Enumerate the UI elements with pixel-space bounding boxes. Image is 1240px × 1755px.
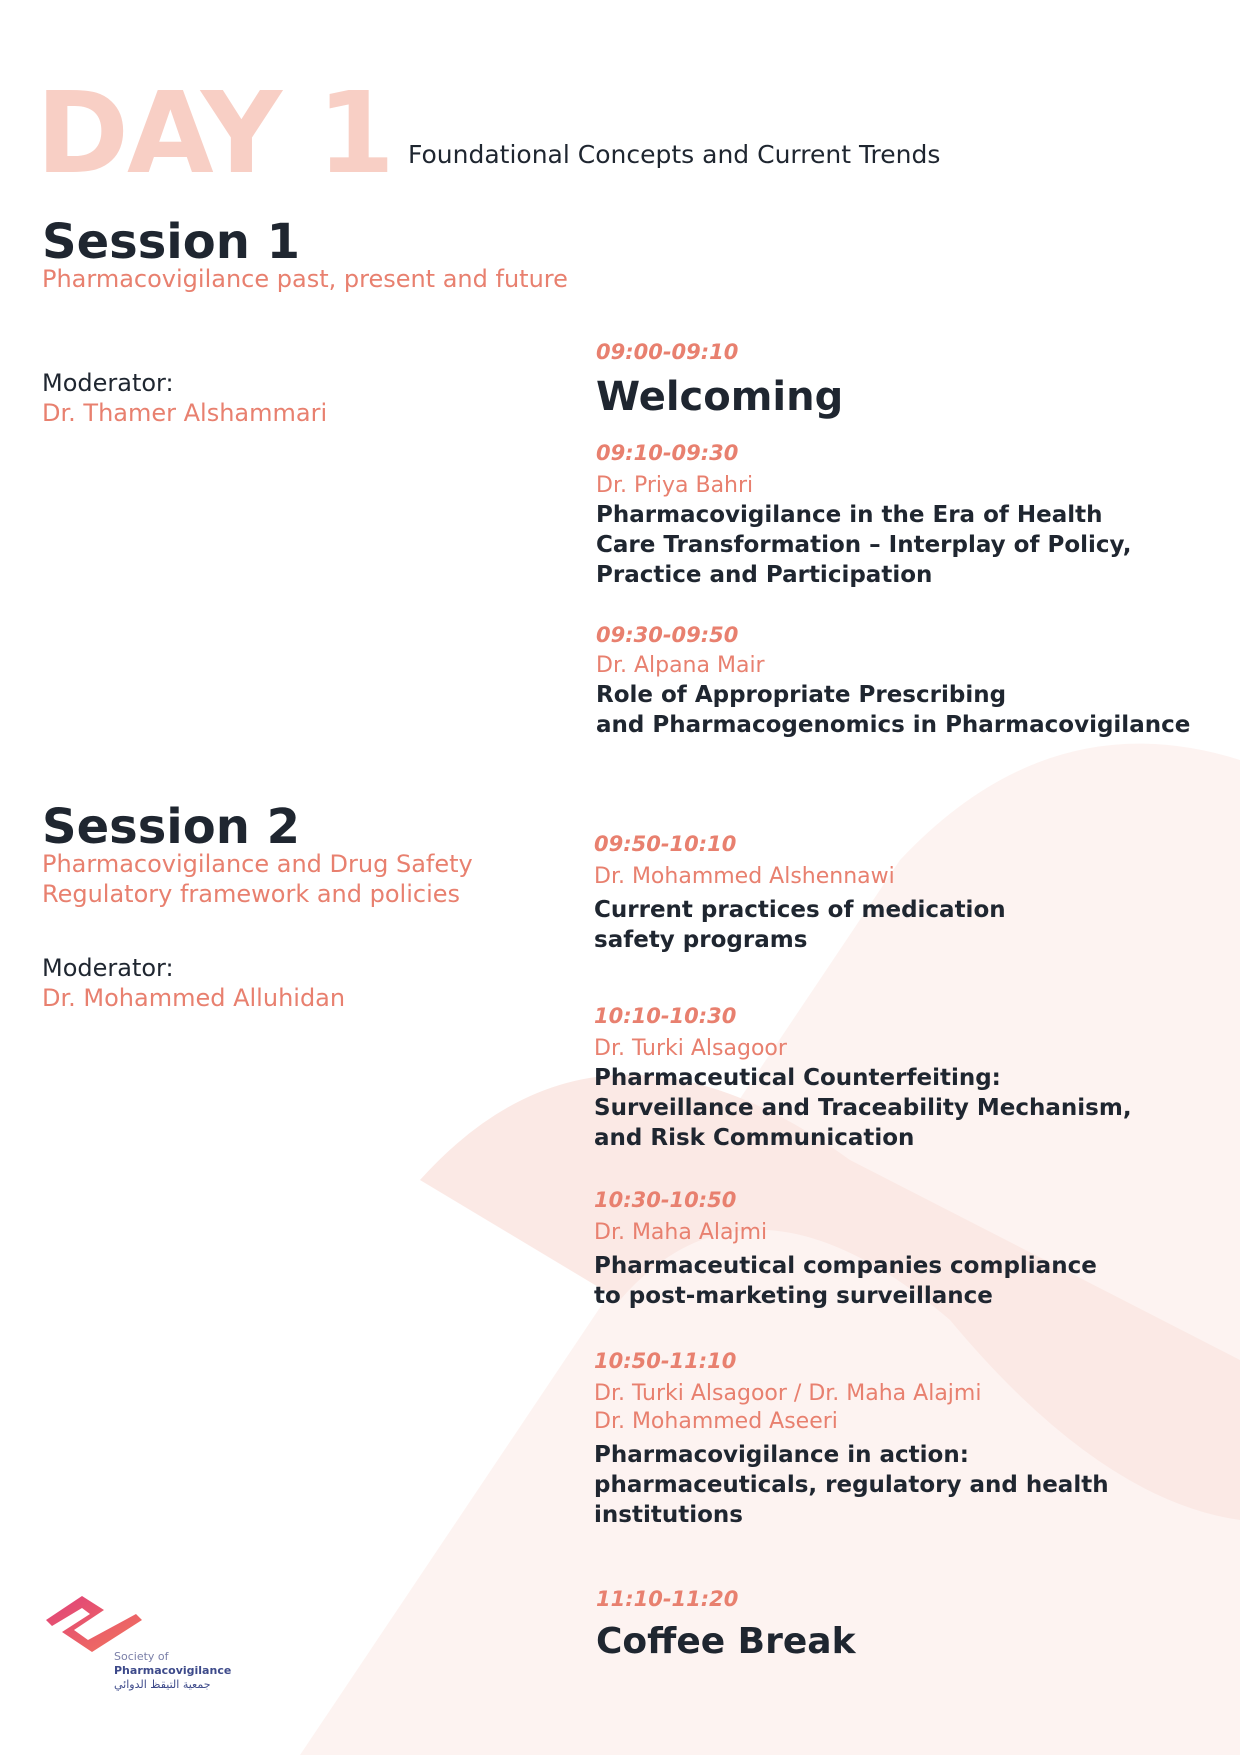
agenda-title: Welcoming bbox=[596, 374, 844, 420]
agenda-item bbox=[596, 625, 1190, 740]
session1-subtitle: Pharmacovigilance past, present and future bbox=[42, 265, 568, 293]
session1-title: Session 1 bbox=[42, 214, 300, 270]
agenda-item bbox=[594, 834, 1006, 955]
society-logo bbox=[44, 1590, 232, 1691]
agenda-talk-line: and Risk Communication bbox=[594, 1125, 915, 1151]
agenda-speaker: Dr. Mohammed Aseeri bbox=[594, 1409, 838, 1434]
agenda-item bbox=[596, 340, 844, 420]
agenda-time: 10:10-10:30 bbox=[594, 1004, 737, 1028]
session2-subtitle-line2: Regulatory framework and policies bbox=[42, 880, 461, 908]
agenda-time: 11:10-11:20 bbox=[596, 1587, 739, 1611]
session1-moderator-name: Dr. Thamer Alshammari bbox=[42, 399, 328, 427]
agenda-talk-line: Pharmacovigilance in action: bbox=[594, 1442, 969, 1468]
logo-text-line2: Pharmacovigilance bbox=[114, 1664, 232, 1677]
agenda-talk-line: safety programs bbox=[594, 927, 808, 953]
agenda-speaker: Dr. Turki Alsagoor bbox=[594, 1036, 787, 1061]
agenda-time: 09:50-10:10 bbox=[594, 832, 737, 856]
agenda-item bbox=[594, 1351, 1109, 1530]
agenda-item bbox=[594, 1190, 1097, 1311]
agenda-time: 09:30-09:50 bbox=[596, 623, 739, 647]
agenda-talk-line: institutions bbox=[594, 1502, 743, 1528]
agenda-time: 10:50-11:10 bbox=[594, 1349, 737, 1373]
agenda-speaker: Dr. Turki Alsagoor / Dr. Maha Alajmi bbox=[594, 1381, 982, 1406]
agenda-talk-line: pharmaceuticals, regulatory and health bbox=[594, 1472, 1109, 1498]
agenda-talk-line: Pharmaceutical companies compliance bbox=[594, 1253, 1097, 1279]
session2-moderator-name: Dr. Mohammed Alluhidan bbox=[42, 984, 346, 1012]
logo-text-line1: Society of bbox=[114, 1650, 169, 1663]
agenda-talk-line: and Pharmacogenomics in Pharmacovigilance bbox=[596, 712, 1191, 738]
agenda-speaker: Dr. Mohammed Alshennawi bbox=[594, 864, 895, 889]
agenda-time: 10:30-10:50 bbox=[594, 1188, 737, 1212]
agenda-item bbox=[594, 1006, 1132, 1153]
session2-title: Session 2 bbox=[42, 799, 300, 855]
agenda-item bbox=[596, 1589, 856, 1660]
session2-subtitle-line1: Pharmacovigilance and Drug Safety bbox=[42, 850, 473, 878]
agenda-talk-line: Current practices of medication bbox=[594, 897, 1006, 923]
agenda-item bbox=[596, 443, 1132, 590]
session1-moderator-label: Moderator: bbox=[42, 369, 174, 397]
agenda-talk-line: Surveillance and Traceability Mechanism, bbox=[594, 1095, 1132, 1121]
agenda-talk-line: Pharmaceutical Counterfeiting: bbox=[594, 1065, 1001, 1091]
day-heading: DAY 1 bbox=[36, 69, 393, 199]
agenda-speaker: Dr. Maha Alajmi bbox=[594, 1220, 768, 1245]
agenda-talk-line: to post-marketing surveillance bbox=[594, 1283, 993, 1309]
session2-moderator-label: Moderator: bbox=[42, 954, 174, 982]
agenda-talk-line: Practice and Participation bbox=[596, 562, 933, 588]
agenda-talk-line: Pharmacovigilance in the Era of Health bbox=[596, 502, 1103, 528]
agenda-time: 09:00-09:10 bbox=[596, 340, 739, 364]
day-subtitle: Foundational Concepts and Current Trends bbox=[408, 140, 941, 169]
agenda-talk-line: Role of Appropriate Prescribing bbox=[596, 682, 1007, 708]
logo-text-line3: جمعية التيقظ الدوائي bbox=[114, 1678, 211, 1691]
agenda-speaker: Dr. Alpana Mair bbox=[596, 653, 765, 678]
agenda-speaker: Dr. Priya Bahri bbox=[596, 473, 754, 498]
agenda-title: Coffee Break bbox=[596, 1621, 856, 1662]
agenda-time: 09:10-09:30 bbox=[596, 441, 739, 465]
agenda-talk-line: Care Transformation – Interplay of Policy, bbox=[596, 532, 1132, 558]
